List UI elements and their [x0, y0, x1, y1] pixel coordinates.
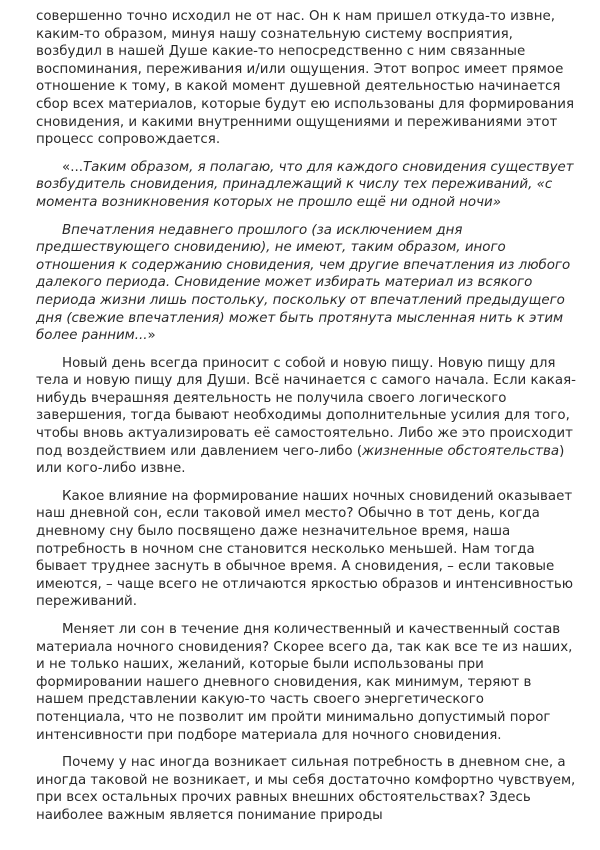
paragraph-daytime-sleep-material: Меняет ли сон в течение дня количественный и качественный состав материала ночного сновидения? Скорее всего да, так как все те из наших, и не только наших, желаний, которые были использованы при формировании нашего дневного сновидения, как минимум, теряют в нашем представлении какую-то часть своего энергетического потенциала, что не позволит им пройти минимально допустимый порог интенсивности при подборе материала для ночного сновидения. [36, 622, 573, 743]
paragraph-continuation: совершенно точно исходил не от нас. Он к нам пришел откуда-то извне, каким-то образом, минуя нашу сознательную систему восприятия, возбудил в нашей Душе какие-то непосредственно с ним связанные воспоминания, переживания и/или ощущения. Этот вопрос имеет прямое отношение к тому, в какой момент душевной деятельностью начинается сбор всех материалов, которые будут ею использованы для формирования сновидения, и какими внутренними ощущениями и переживаниями этот процесс сопровождается. [36, 9, 575, 148]
paragraph-new-day-text-before: Новый день всегда приносит с собой и новую пищу. Новую пищу для тела и новую пищу для Души. Всё начинается с самого начала. Если какая-нибудь вчерашняя деятельность не получила своего логического завершения, тогда бывают необходимы дополнительные усилия для того, чтобы вновь актуализировать её самостоятельно. Либо же это происходит под воздействием или давлением чего-либо ( [36, 355, 576, 459]
paragraph-new-day-text-after: ) или кого-либо извне. [36, 443, 565, 477]
paragraph-daytime-sleep-influence: Какое влияние на формирование наших ночных сновидений оказывает наш дневной сон, если таковой имел место? Обычно в тот день, когда дневному сну было посвящено даже незначительное время, наша потребность в ночном сне становится несколько меньшей. Нам тогда бывает труднее заснуть в обычное время. А сновидения, – если таковые имеются, – чаще всего не отличаются яркостью образов и интенсивностью переживаний. [36, 488, 574, 610]
quote-text-1: Таким образом, я полагаю, что для каждого сновидения существует возбудитель сновидения, принадлежащий к числу тех переживаний, «с момента возникновения которых не прошло ещё ни одной ночи» [36, 159, 574, 210]
quote-close-mark: » [147, 328, 156, 344]
quote-text-2: Впечатления недавнего прошлого (за исключением дня предшествующего сновидению), не имеют, таким образом, иного отношения к содержанию сновидения, чем другие впечатления из любого далекого периода. Сновидение может избирать материал из всякого периода жизни лишь постольку, поскольку от впечатлений предыдущего дня (свежие впечатления) может быть протянута мысленная нить к этим более ранним... [36, 222, 571, 344]
quote-paragraph-1 [36, 159, 576, 212]
quote-open-mark: «... [62, 159, 83, 175]
quote-paragraph-2 [36, 222, 576, 345]
paragraph-new-day [36, 355, 576, 478]
paragraph-new-day-emphasis: жизненные обстоятельства [362, 443, 560, 459]
paragraph-daytime-sleep-need: Почему у нас иногда возникает сильная потребность в дневном сне, а иногда таковой не возникает, и мы себя достаточно комфортно чувствуем, при всех остальных прочих равных внешних обстоятельствах? Здесь наиболее важным является понимание природы [36, 755, 576, 823]
